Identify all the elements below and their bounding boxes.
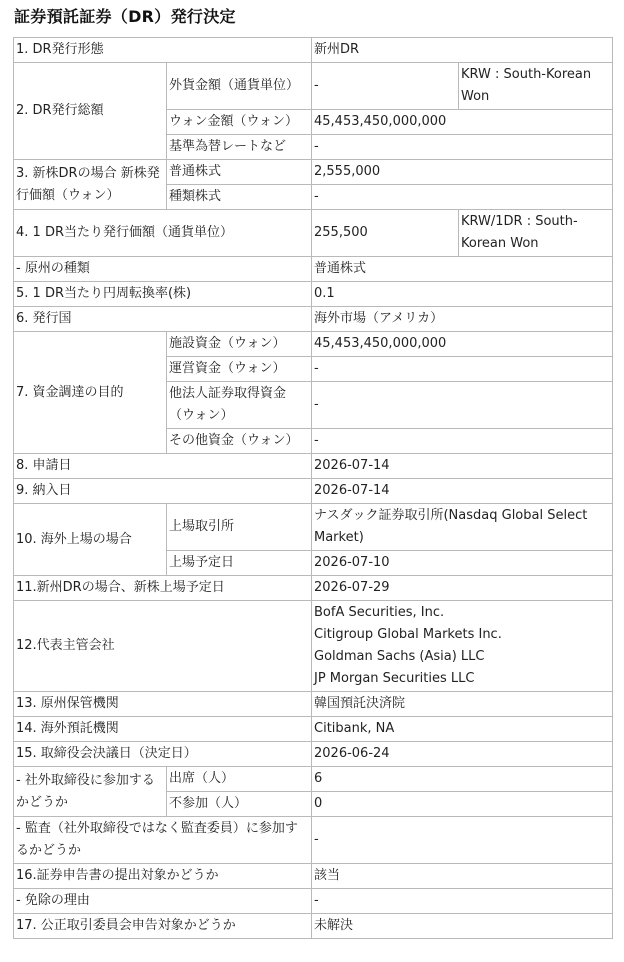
row-label: 13. 原州保管機関 [14,692,312,717]
currency-unit: KRW/1DR : South-Korean Won [459,210,613,257]
underwriter-name: Citigroup Global Markets Inc. [314,627,502,642]
table-row [14,601,613,692]
sub-label: 外貨金額（通貨単位） [167,63,312,110]
row-value: Citibank, NA [312,717,613,742]
row-value: ナスダック証券取引所(Nasdaq Global Select Market) [312,504,613,551]
row-value: 新州DR [312,38,613,63]
table-row [14,332,613,357]
row-label: - 監査（社外取締役ではなく監査委員）に参加するかどうか [14,817,312,864]
row-value: - [312,63,459,110]
row-value: 普通株式 [312,257,613,282]
sub-label: 基準為替レートなど [167,135,312,160]
sub-label: 出席（人） [167,767,312,792]
row-label: - 原州の種類 [14,257,312,282]
table-row [14,454,613,479]
row-value: - [312,185,613,210]
row-value: 45,453,450,000,000 [312,332,613,357]
table-row [14,307,613,332]
row-label: 3. 新株DRの場合 新株発行価額（ウォン） [14,160,167,210]
page-title: 証券預託証券（DR）発行決定 [14,7,236,26]
row-value: 2026-07-14 [312,479,613,504]
row-value: 2,555,000 [312,160,613,185]
row-label: 5. 1 DR当たり円周転換率(株) [14,282,312,307]
row-value: 2026-06-24 [312,742,613,767]
row-label: 8. 申請日 [14,454,312,479]
currency-unit: KRW : South-Korean Won [459,63,613,110]
row-value: - [312,429,613,454]
sub-label: 上場予定日 [167,551,312,576]
table-row [14,576,613,601]
table-row [14,717,613,742]
row-label: 11.新州DRの場合、新株上場予定日 [14,576,312,601]
row-label: 4. 1 DR当たり発行価額（通貨単位） [14,210,312,257]
row-value: 韓国預託決済院 [312,692,613,717]
row-value: 未解決 [312,914,613,939]
row-label: - 社外取締役に参加するかどうか [14,767,167,817]
table-row [14,767,613,792]
row-value: 2026-07-14 [312,454,613,479]
row-value: - [312,817,613,864]
row-value: 6 [312,767,613,792]
row-label: 9. 納入日 [14,479,312,504]
sub-label: 施設資金（ウォン） [167,332,312,357]
sub-label: 上場取引所 [167,504,312,551]
table-row [14,914,613,939]
table-row [14,38,613,63]
table-row [14,479,613,504]
row-label: 10. 海外上場の場合 [14,504,167,576]
sub-label: 運営資金（ウォン） [167,357,312,382]
row-label: 2. DR発行総額 [14,63,167,160]
row-label: 12.代表主管会社 [14,601,312,692]
row-label: 6. 発行国 [14,307,312,332]
sub-label: 不参加（人） [167,792,312,817]
table-row [14,63,613,110]
table-row [14,210,613,257]
row-value: 海外市場（アメリカ） [312,307,613,332]
sub-label: ウォン金額（ウォン） [167,110,312,135]
row-label: 16.証券申告書の提出対象かどうか [14,864,312,889]
row-value: - [312,135,613,160]
table-row [14,864,613,889]
row-label: - 免除の理由 [14,889,312,914]
table-row [14,257,613,282]
sub-label: 他法人証券取得資金（ウォン） [167,382,312,429]
row-label: 7. 資金調達の目的 [14,332,167,454]
sub-label: 種類株式 [167,185,312,210]
row-label: 15. 取締役会決議日（決定日） [14,742,312,767]
sub-label: 普通株式 [167,160,312,185]
row-value [312,601,613,692]
row-value: - [312,357,613,382]
row-value: 255,500 [312,210,459,257]
table-row [14,504,613,551]
row-value: 0 [312,792,613,817]
table-row [14,817,613,864]
underwriter-name: BofA Securities, Inc. [314,605,445,620]
table-row [14,282,613,307]
disclosure-table [13,37,613,939]
underwriter-name: JP Morgan Securities LLC [314,671,475,686]
row-value: 2026-07-10 [312,551,613,576]
table-row [14,692,613,717]
row-value: 45,453,450,000,000 [312,110,613,135]
sub-label: その他資金（ウォン） [167,429,312,454]
row-value: 0.1 [312,282,613,307]
underwriter-name: Goldman Sachs (Asia) LLC [314,649,485,664]
table-row [14,889,613,914]
row-label: 14. 海外預託機関 [14,717,312,742]
row-label: 1. DR発行形態 [14,38,312,63]
row-value: - [312,889,613,914]
row-value: - [312,382,613,429]
row-value: 2026-07-29 [312,576,613,601]
table-row [14,160,613,185]
row-value: 該当 [312,864,613,889]
row-label: 17. 公正取引委員会申告対象かどうか [14,914,312,939]
table-row [14,742,613,767]
